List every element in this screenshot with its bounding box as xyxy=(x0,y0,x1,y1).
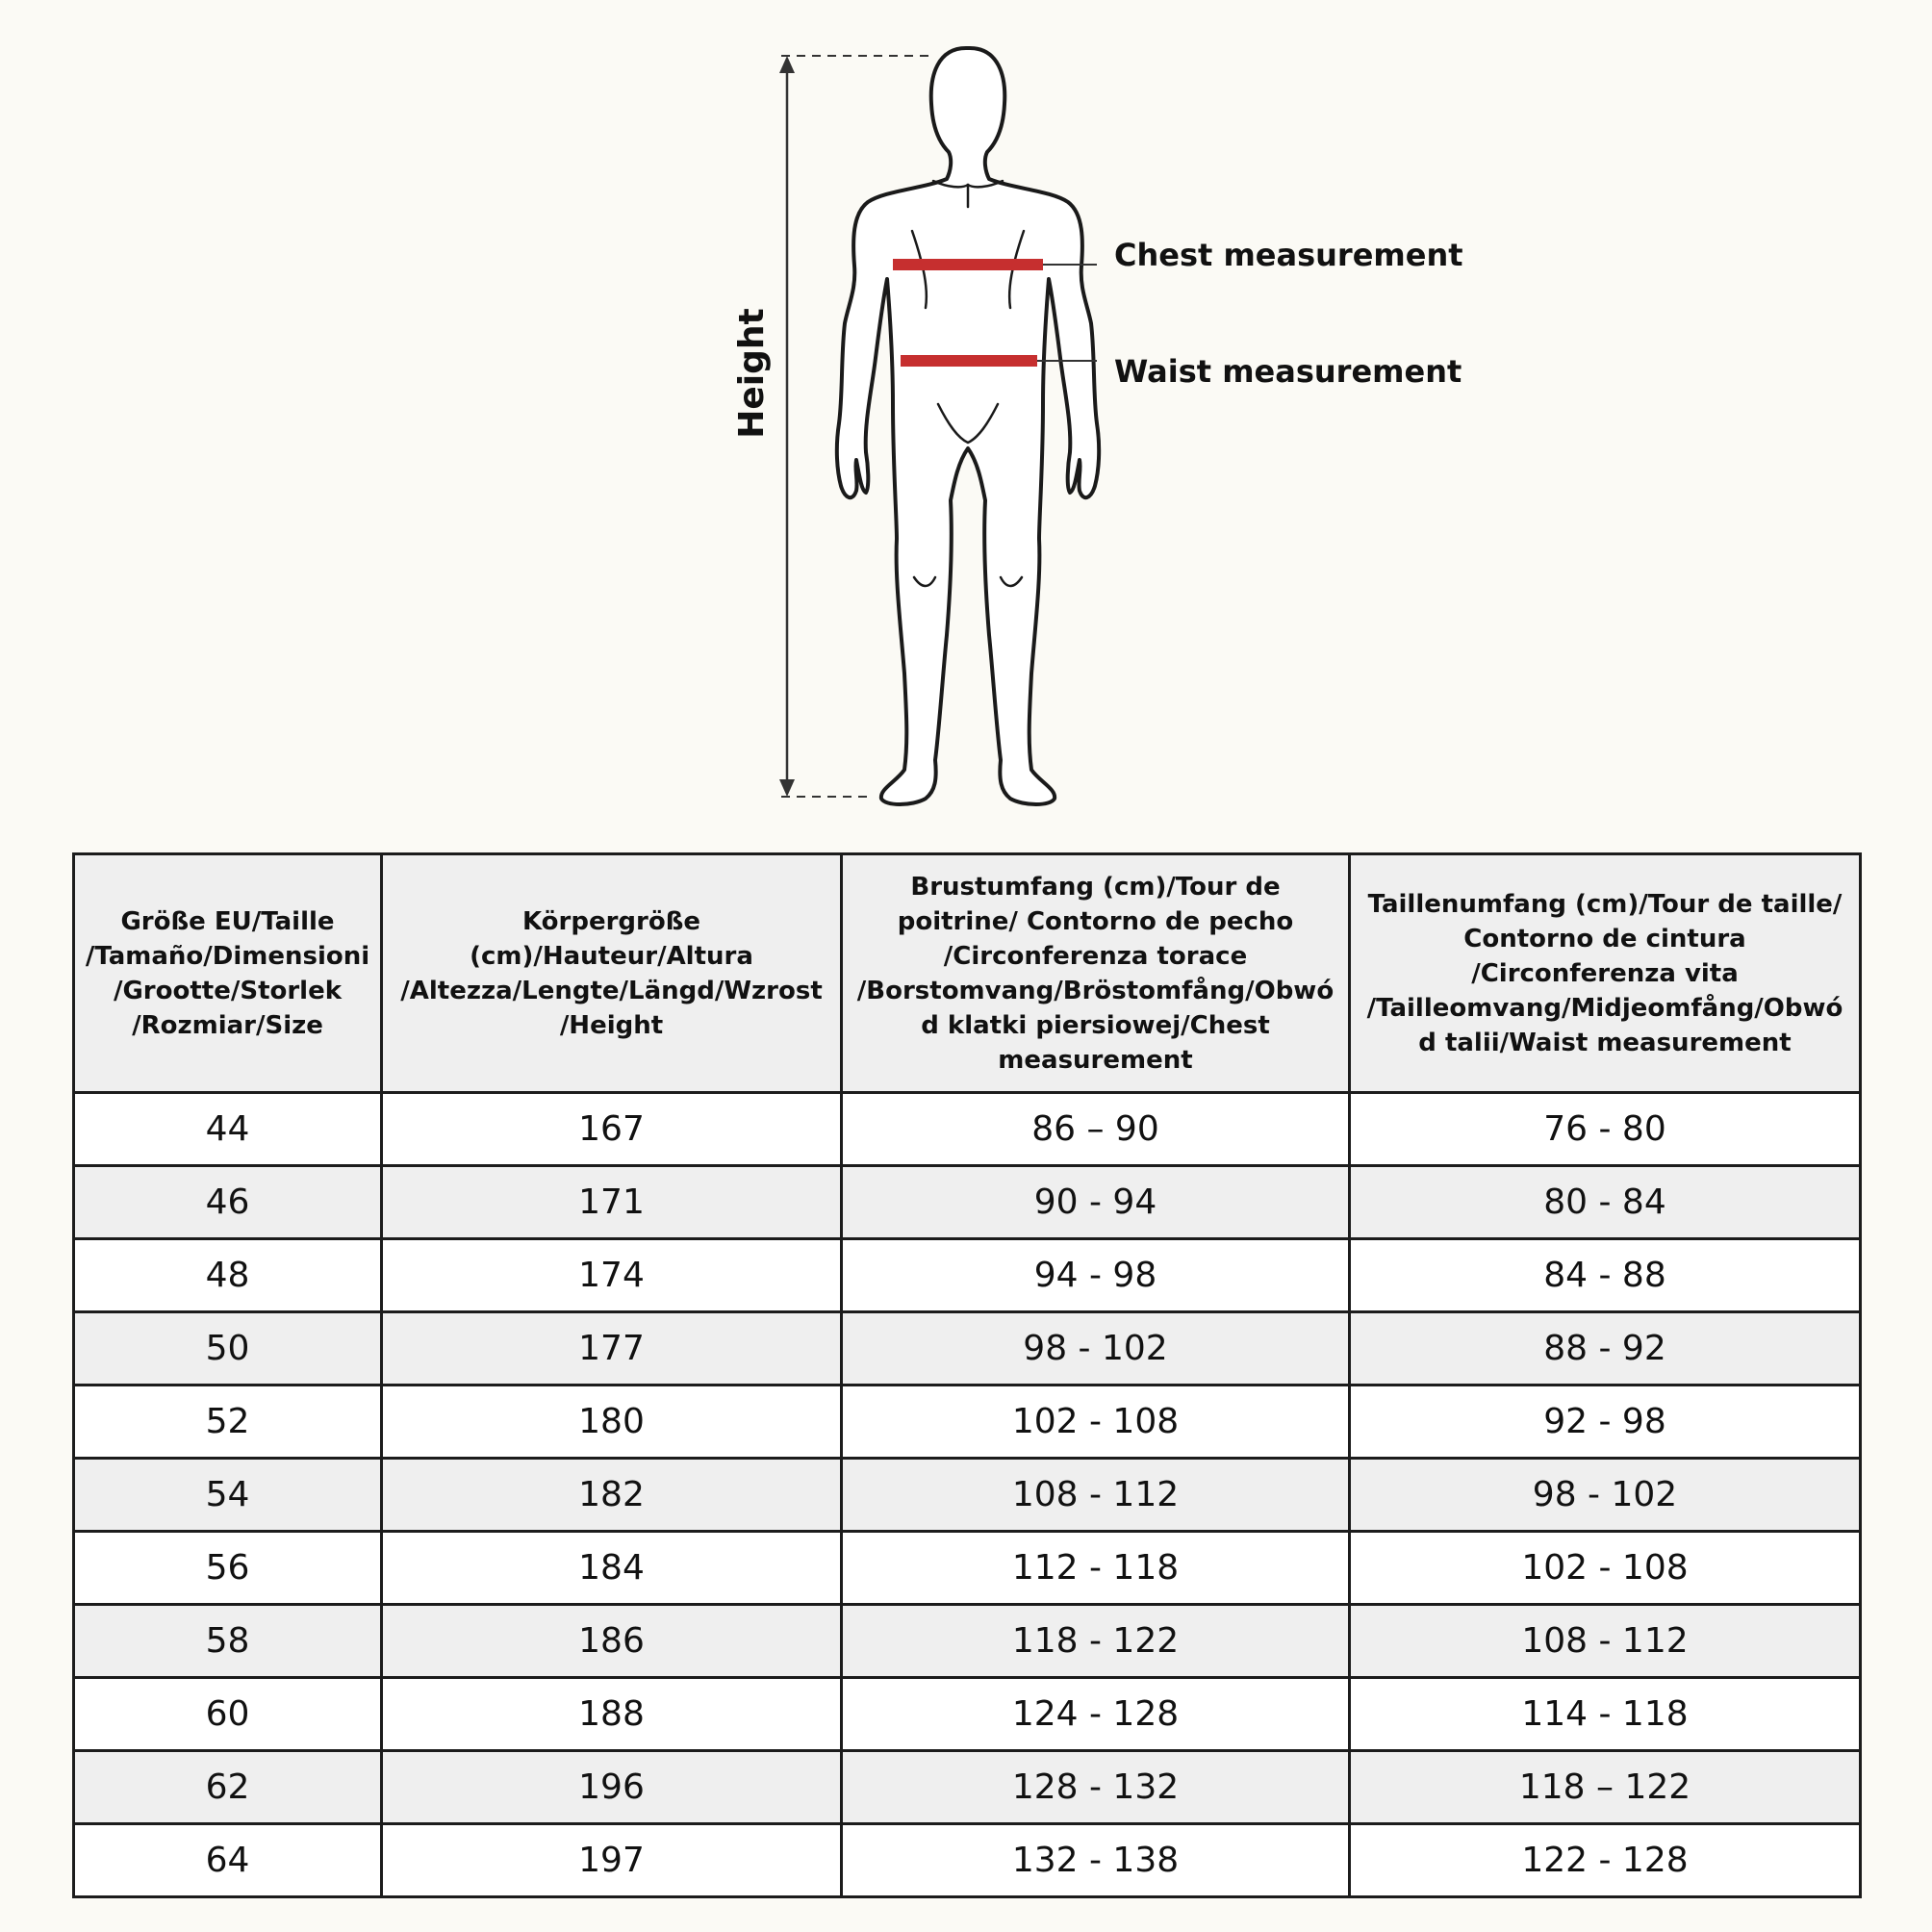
cell-chest: 94 - 98 xyxy=(842,1239,1350,1312)
cell-height: 196 xyxy=(382,1751,842,1824)
header-height: Körpergröße (cm)/Hauteur/Altura /Altezza/Lengte/Längd/Wzrost /Height xyxy=(382,854,842,1093)
cell-height: 197 xyxy=(382,1824,842,1897)
table-row xyxy=(74,1678,1861,1751)
chest-measurement-label: Chest measurement xyxy=(1114,237,1463,273)
table-row xyxy=(74,1166,1861,1239)
cell-height: 182 xyxy=(382,1459,842,1532)
cell-size: 62 xyxy=(74,1751,382,1824)
cell-size: 50 xyxy=(74,1312,382,1385)
cell-waist: 76 - 80 xyxy=(1350,1093,1861,1166)
cell-chest: 118 - 122 xyxy=(842,1605,1350,1678)
cell-chest: 128 - 132 xyxy=(842,1751,1350,1824)
cell-height: 184 xyxy=(382,1532,842,1605)
cell-waist: 98 - 102 xyxy=(1350,1459,1861,1532)
table-header-row xyxy=(74,854,1861,1093)
cell-chest: 112 - 118 xyxy=(842,1532,1350,1605)
cell-waist: 80 - 84 xyxy=(1350,1166,1861,1239)
cell-chest: 124 - 128 xyxy=(842,1678,1350,1751)
cell-size: 64 xyxy=(74,1824,382,1897)
cell-size: 54 xyxy=(74,1459,382,1532)
cell-size: 52 xyxy=(74,1385,382,1459)
cell-chest: 102 - 108 xyxy=(842,1385,1350,1459)
cell-height: 180 xyxy=(382,1385,842,1459)
table-row xyxy=(74,1751,1861,1824)
cell-size: 60 xyxy=(74,1678,382,1751)
cell-chest: 132 - 138 xyxy=(842,1824,1350,1897)
cell-size: 44 xyxy=(74,1093,382,1166)
cell-waist: 84 - 88 xyxy=(1350,1239,1861,1312)
waist-measurement-label: Waist measurement xyxy=(1114,353,1462,390)
cell-size: 56 xyxy=(74,1532,382,1605)
cell-waist: 88 - 92 xyxy=(1350,1312,1861,1385)
table-row xyxy=(74,1824,1861,1897)
cell-height: 167 xyxy=(382,1093,842,1166)
cell-height: 186 xyxy=(382,1605,842,1678)
cell-height: 177 xyxy=(382,1312,842,1385)
table-row xyxy=(74,1093,1861,1166)
cell-height: 174 xyxy=(382,1239,842,1312)
cell-waist: 114 - 118 xyxy=(1350,1678,1861,1751)
cell-waist: 102 - 108 xyxy=(1350,1532,1861,1605)
cell-size: 58 xyxy=(74,1605,382,1678)
header-waist: Taillenumfang (cm)/Tour de taille/ Contorno de cintura /Circonferenza vita /Tailleomvang/Midjeomfång/Obwód talii/Waist measurement xyxy=(1350,854,1861,1093)
cell-waist: 92 - 98 xyxy=(1350,1385,1861,1459)
header-size: Größe EU/Taille /Tamaño/Dimensioni /Grootte/Storlek /Rozmiar/Size xyxy=(74,854,382,1093)
table-row xyxy=(74,1312,1861,1385)
cell-size: 46 xyxy=(74,1166,382,1239)
cell-size: 48 xyxy=(74,1239,382,1312)
size-chart-table xyxy=(72,852,1862,1898)
cell-chest: 90 - 94 xyxy=(842,1166,1350,1239)
table-row xyxy=(74,1385,1861,1459)
table-row xyxy=(74,1532,1861,1605)
cell-chest: 86 – 90 xyxy=(842,1093,1350,1166)
table-row xyxy=(74,1605,1861,1678)
cell-waist: 122 - 128 xyxy=(1350,1824,1861,1897)
cell-chest: 108 - 112 xyxy=(842,1459,1350,1532)
header-chest: Brustumfang (cm)/Tour de poitrine/ Contorno de pecho /Circonferenza torace /Borstomvang/Bröstomfång/Obwód klatki piersiowej/Chest measurement xyxy=(842,854,1350,1093)
height-label: Height xyxy=(732,308,772,439)
cell-waist: 118 – 122 xyxy=(1350,1751,1861,1824)
table-row xyxy=(74,1459,1861,1532)
human-body-outline xyxy=(837,48,1099,804)
cell-height: 188 xyxy=(382,1678,842,1751)
cell-waist: 108 - 112 xyxy=(1350,1605,1861,1678)
table-row xyxy=(74,1239,1861,1312)
body-measurement-figure xyxy=(0,0,1932,827)
cell-height: 171 xyxy=(382,1166,842,1239)
cell-chest: 98 - 102 xyxy=(842,1312,1350,1385)
